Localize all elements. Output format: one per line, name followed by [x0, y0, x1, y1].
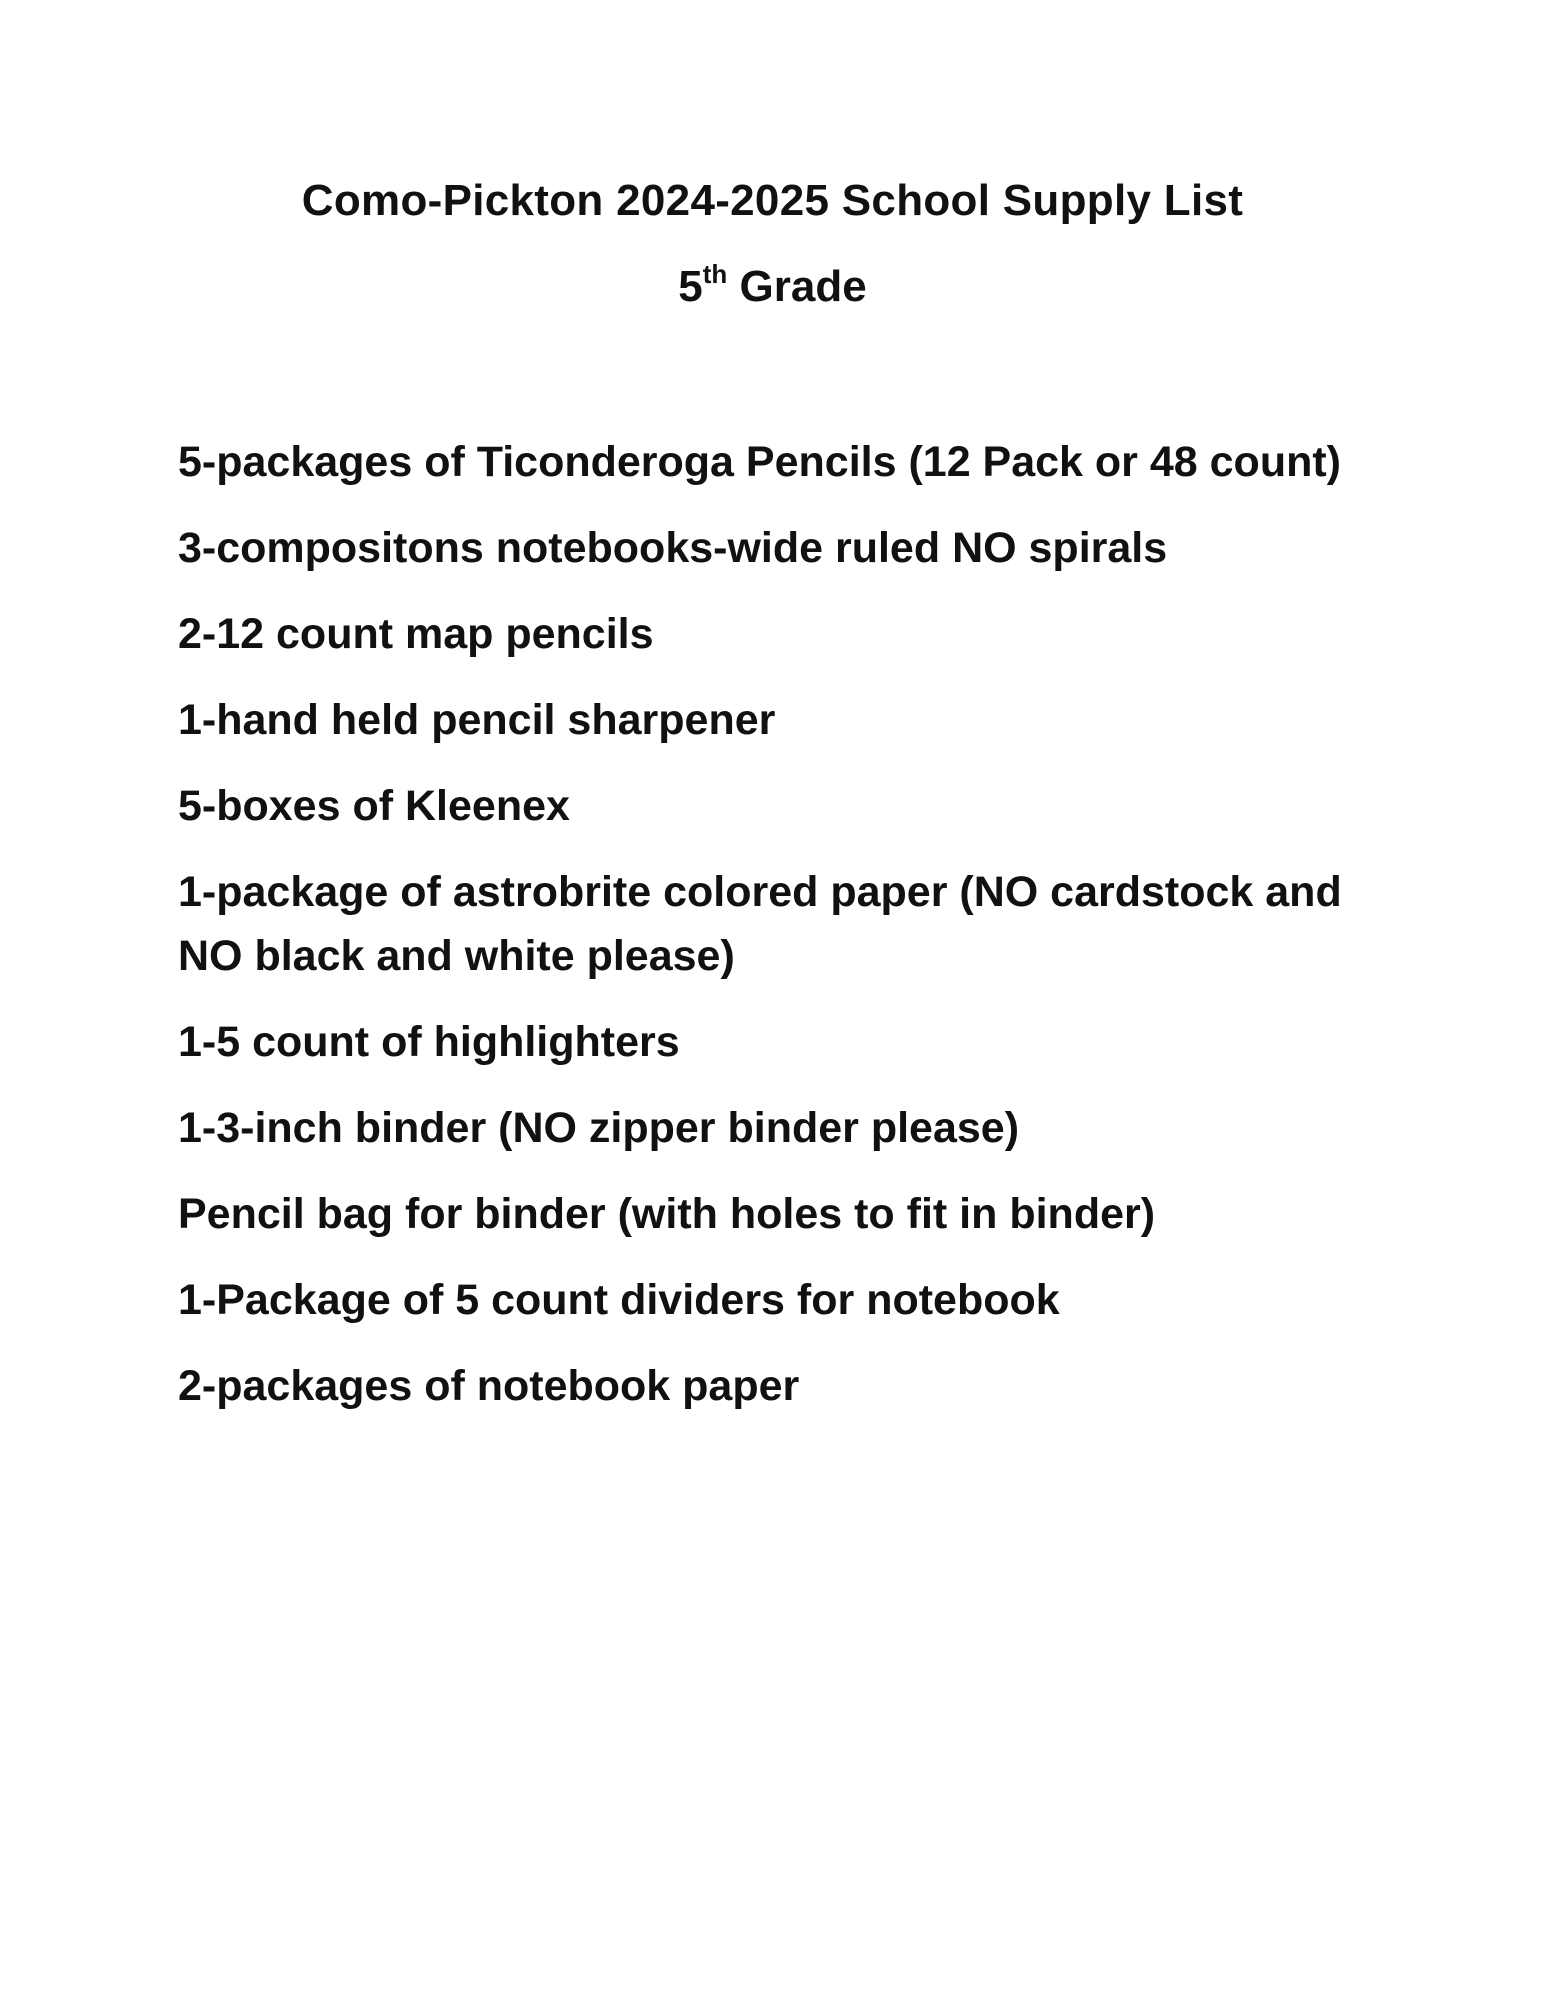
grade-suffix: th [702, 259, 728, 289]
supply-list [178, 430, 1408, 1440]
grade-word: Grade [727, 262, 867, 311]
supply-item: 2-12 count map pencils [178, 610, 654, 658]
supply-item: 5-packages of Ticonderoga Pencils (12 Pack or 48 count) [178, 438, 1341, 486]
supply-item: 1-hand held pencil sharpener [178, 696, 776, 744]
grade-heading [0, 259, 1545, 312]
supply-item: 1-5 count of highlighters [178, 1018, 680, 1066]
grade-number: 5 [678, 262, 703, 311]
supply-item: 1-package of astrobrite colored paper (NO cardstock and NO black and white please) [178, 868, 1342, 980]
supply-item: 1-3-inch binder (NO zipper binder please) [178, 1104, 1020, 1152]
supply-item: 2-packages of notebook paper [178, 1362, 800, 1410]
supply-item: 3-compositons notebooks-wide ruled NO spirals [178, 524, 1168, 572]
supply-item: 1-Package of 5 count dividers for notebook [178, 1276, 1060, 1324]
supply-item: 5-boxes of Kleenex [178, 782, 570, 830]
page-title: Como-Pickton 2024-2025 School Supply List [301, 176, 1244, 225]
supply-item: Pencil bag for binder (with holes to fit in binder) [178, 1190, 1156, 1238]
